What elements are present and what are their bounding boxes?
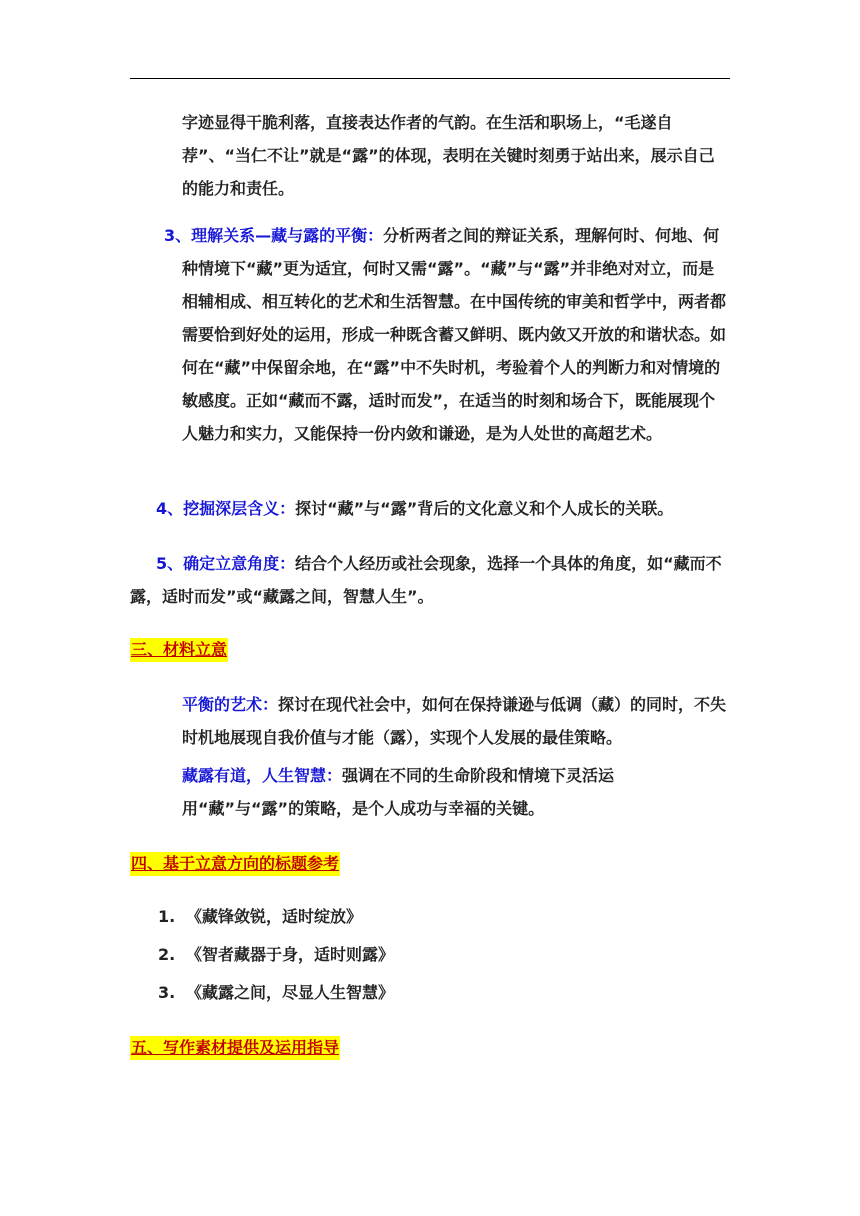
step-5-paragraph: [130, 547, 730, 613]
title-item-3: [158, 981, 394, 1005]
title-item-2: [158, 943, 394, 967]
step-4-paragraph: [156, 492, 746, 525]
title-item-1-number: 1.: [158, 907, 176, 926]
title-item-1-text: 《藏锋敛锐，适时绽放》: [186, 907, 363, 926]
title-item-2-text: 《智者藏器于身，适时则露》: [186, 945, 395, 964]
step-4-text: 探讨“藏”与“露”背后的文化意义和个人成长的关联。: [295, 499, 674, 518]
section-5-heading: 五、写作素材提供及运用指导: [130, 1036, 340, 1060]
section-3-item-1: [182, 688, 734, 754]
title-item-2-number: 2.: [158, 945, 176, 964]
section-3-item-1-text: 探讨在现代社会中，如何在保持谦逊与低调（藏）的同时，不失时机地展现自我价值与才能（露），实现个人发展的最佳策略。: [182, 695, 727, 747]
title-item-1: [158, 905, 362, 929]
step-3-label: 3、理解关系—藏与露的平衡：: [164, 226, 384, 245]
section-3-heading: 三、材料立意: [130, 638, 228, 662]
section-3-item-2-label: 藏露有道，人生智慧：: [182, 766, 343, 785]
header-rule: [130, 78, 730, 79]
section-3-item-1-label: 平衡的艺术：: [182, 695, 279, 714]
continuation-paragraph: 字迹显得干脆利落，直接表达作者的气韵。在生活和职场上，“毛遂自荐”、“当仁不让”就是“露”的体现，表明在关键时刻勇于站出来，展示自己的能力和责任。: [182, 113, 715, 198]
section-4-heading: 四、基于立意方向的标题参考: [130, 852, 340, 876]
section-3-item-2: [182, 759, 730, 825]
step-5-label: 5、确定立意角度：: [156, 554, 296, 573]
title-item-3-text: 《藏露之间，尽显人生智慧》: [186, 983, 395, 1002]
step-3-paragraph: [164, 219, 730, 450]
section-3-item-2-text: 强调在不同的生命阶段和情境下灵活运用“藏”与“露”的策略，是个人成功与幸福的关键。: [182, 766, 615, 818]
step-4-label: 4、挖掘深层含义：: [156, 499, 296, 518]
title-item-3-number: 3.: [158, 983, 176, 1002]
step-5-text: 结合个人经历或社会现象，选择一个具体的角度，如“藏而不露，适时而发”或“藏露之间，智慧人生”。: [130, 554, 722, 606]
step-3-text: 分析两者之间的辩证关系，理解何时、何地、何种情境下“藏”更为适宜，何时又需“露”。“藏”与“露”并非绝对对立，而是相辅相成、相互转化的艺术和生活智慧。在中国传统的审美和哲学中，两者都需要恰到好处的运用，形成一种既含蓄又鲜明、既内敛又开放的和谐状态。如何在“藏”中保留余地，在“露”中不失时机，考验着个人的判断力和对情境的敏感度。正如“藏而不露，适时而发”，在适当的时刻和场合下，既能展现个人魅力和实力，又能保持一份内敛和谦逊，是为人处世的高超艺术。: [182, 226, 727, 443]
